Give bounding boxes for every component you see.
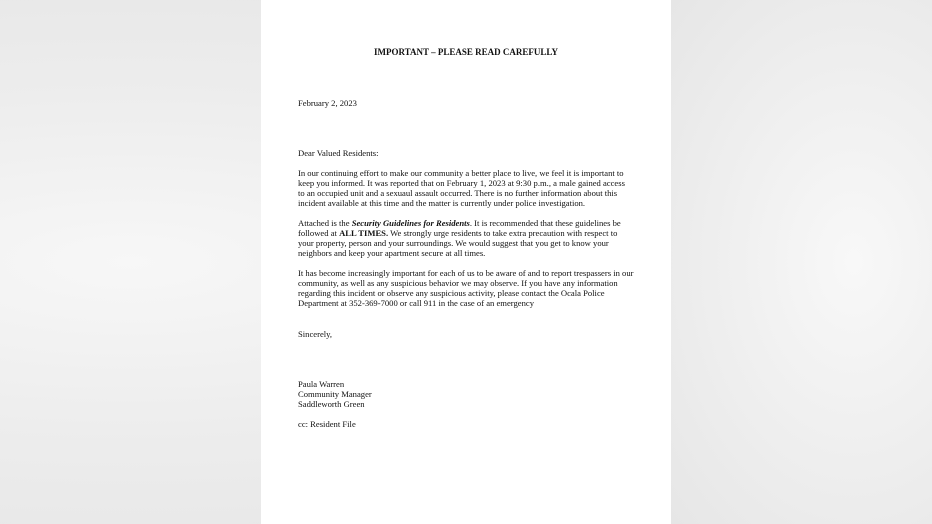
- guidelines-title: Security Guidelines for Residents: [351, 218, 470, 228]
- paragraph-line: In our continuing effort to make our community a better place to live, we feel it is important to: [298, 168, 624, 178]
- paragraph-line: community, as well as any suspicious behavior we may observe. If you have any information: [298, 278, 618, 289]
- background-right: [670, 0, 932, 524]
- paragraph-incident: [298, 168, 648, 208]
- emphasis-all-times: ALL TIMES.: [339, 228, 389, 239]
- letter-date: February 2, 2023: [298, 98, 357, 108]
- signature-block: [298, 379, 648, 409]
- paragraph-line: regarding this incident or observe any suspicious activity, please contact the Ocala Police: [298, 288, 605, 299]
- paragraph-report: [298, 268, 648, 308]
- signer-name: Paula Warren: [298, 379, 345, 389]
- paragraph-line: incident available at this time and the matter is currently under police investigation.: [298, 198, 586, 209]
- letter-heading: IMPORTANT – PLEASE READ CAREFULLY: [373, 47, 559, 57]
- paragraph-line: Department at 352-369-7000 or call 911 in the case of an emergency: [298, 298, 535, 309]
- text: . It is recommended that these guidelines be: [469, 218, 621, 228]
- closing: Sincerely,: [298, 329, 333, 339]
- signer-title: Community Manager: [298, 389, 372, 400]
- salutation: Dear Valued Residents:: [298, 148, 379, 158]
- paragraph-line: [298, 218, 648, 228]
- cc-line: cc: Resident File: [298, 419, 356, 429]
- text: Attached is the: [298, 218, 352, 228]
- paragraph-guidelines: [298, 218, 648, 258]
- letter-page: [261, 0, 671, 524]
- text: followed at: [298, 228, 340, 239]
- paragraph-line: neighbors and keep your apartment secure at all times.: [298, 248, 486, 259]
- paragraph-line: [298, 228, 648, 238]
- property-name: Saddleworth Green: [298, 399, 365, 410]
- paragraph-line: your property, person and your surroundings. We would suggest that you get to know your: [298, 238, 609, 249]
- paragraph-line: It has become increasingly important for each of us to be aware of and to report trespassers in our: [298, 268, 634, 278]
- text: We strongly urge residents to take extra precaution with respect to: [388, 228, 618, 239]
- paragraph-line: to an occupied unit and a sexuaul assault occurred. There is no further information about this: [298, 188, 618, 199]
- paragraph-line: keep you informed. It was reported that on February 1, 2023 at 9:30 p.m., a male gained access: [298, 178, 625, 189]
